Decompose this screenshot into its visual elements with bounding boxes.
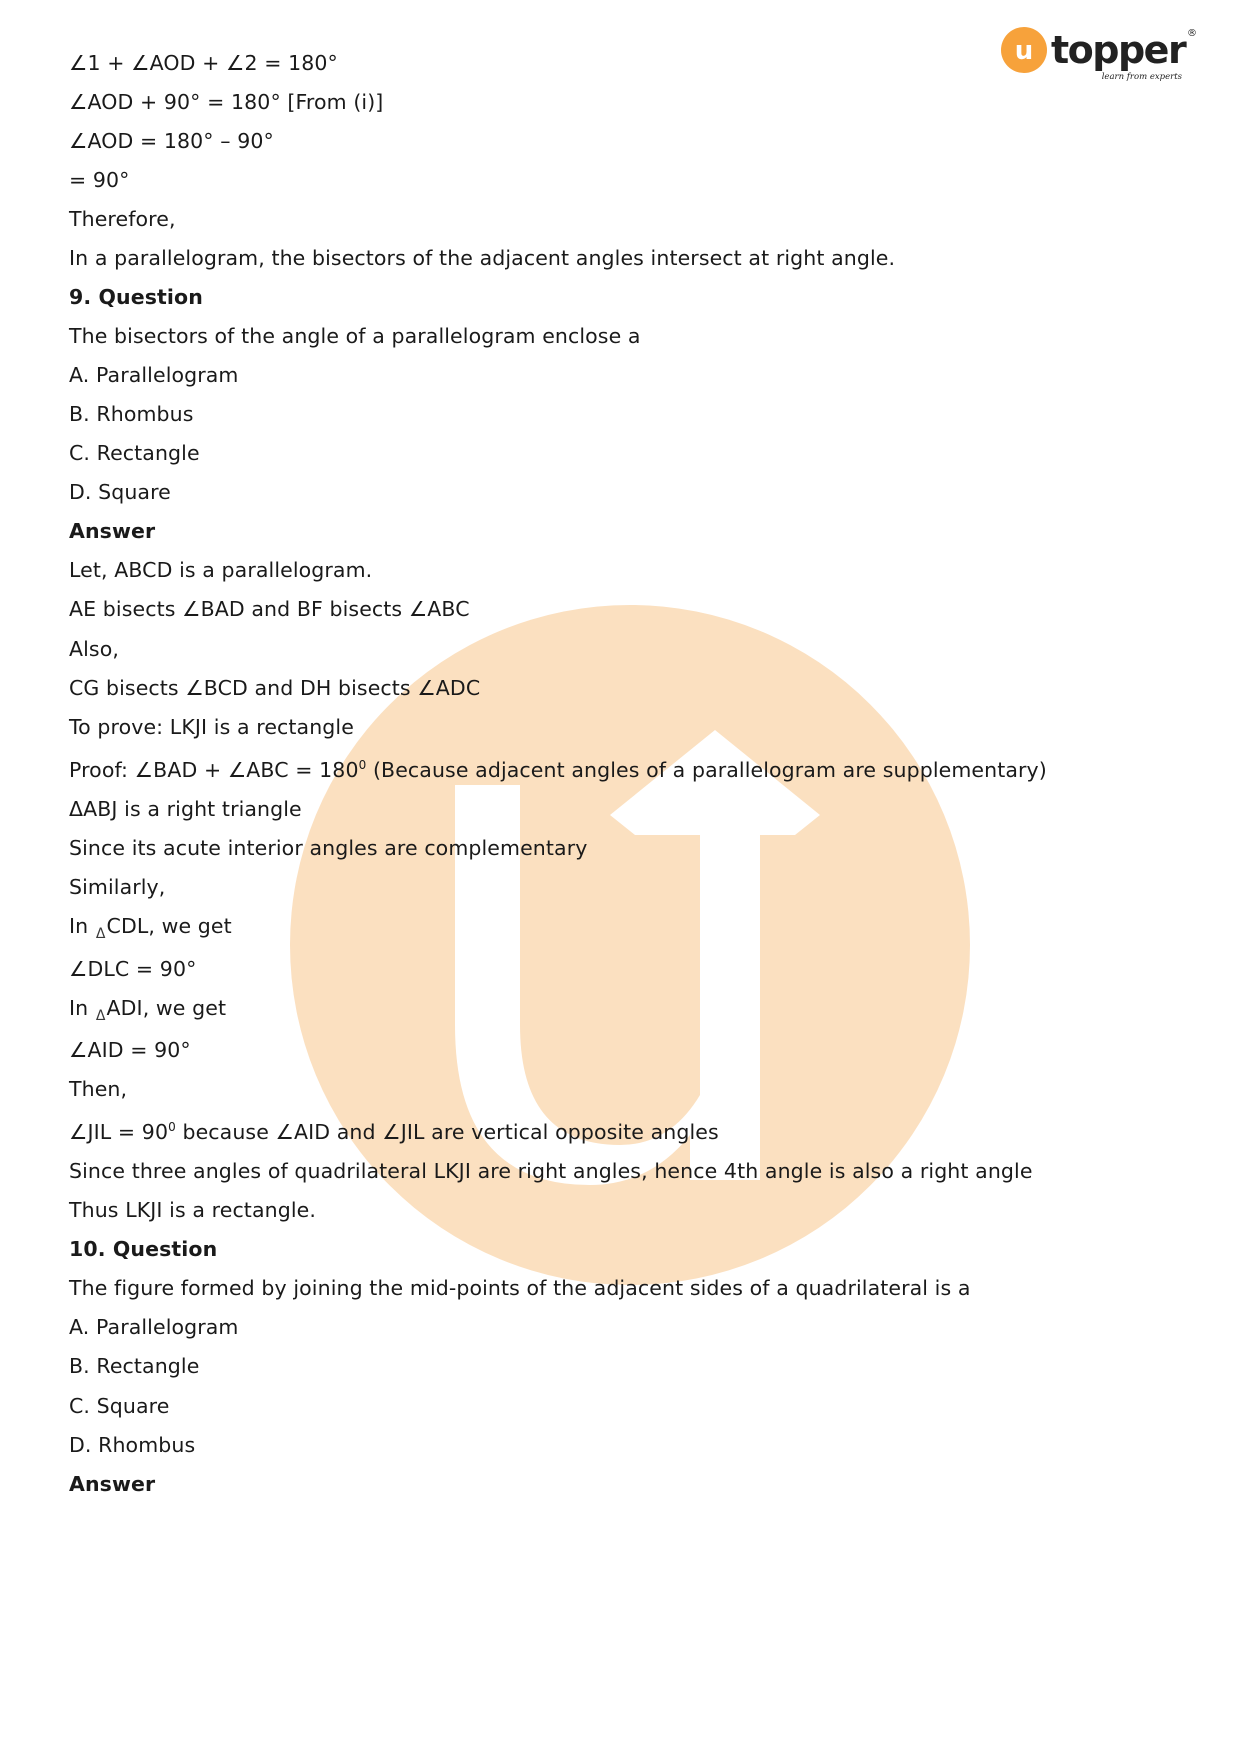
text-line: ∠DLC = 90° [69,957,197,981]
text-line: ∠AOD = 180° – 90° [69,129,274,153]
text-line: In a parallelogram, the bisectors of the adjacent angles intersect at right angle. [69,246,896,270]
answer-heading: Answer [69,519,156,543]
logo-letter: u [1014,36,1034,66]
text-line: D. Rhombus [69,1433,196,1457]
text-line: Since its acute interior angles are complementary [69,836,588,860]
line-text: CDL, we get [106,914,232,938]
line-text: because ∠AID and ∠JIL are vertical opposite angles [175,1120,719,1144]
text-line: The figure formed by joining the mid-points of the adjacent sides of a quadrilateral is a [69,1276,971,1300]
text-line: Therefore, [69,207,176,231]
text-line: ∠1 + ∠AOD + ∠2 = 180° [69,51,338,75]
text-line: AE bisects ∠BAD and BF bisects ∠ABC [69,597,470,621]
text-line: ∠AID = 90° [69,1038,191,1062]
text-line [69,995,226,1029]
degree-superscript: 0 [358,758,367,772]
text-line: Since three angles of quadrilateral LKJI are right angles, hence 4th angle is also a right angle [69,1159,1033,1183]
text-line: Thus LKJI is a rectangle. [69,1198,316,1222]
logo-tagline: learn from experts [1101,72,1182,82]
question-heading: 9. Question [69,285,203,309]
text-line: Then, [69,1077,128,1101]
text-line: To prove: LKJI is a rectangle [69,715,354,739]
text-line: A. Parallelogram [69,363,239,387]
text-line: = 90° [69,168,130,192]
utopper-logo [1000,20,1200,86]
text-line: B. Rhombus [69,402,194,426]
text-line [69,913,232,947]
text-line: Let, ABCD is a parallelogram. [69,558,373,582]
text-line: C. Rectangle [69,441,200,465]
question-heading: 10. Question [69,1237,218,1261]
line-text: ∠JIL = 90 [69,1120,169,1144]
registered-mark: ® [1187,28,1197,39]
triangle-symbol: Δ [95,926,106,942]
text-line: A. Parallelogram [69,1315,239,1339]
line-text: ADI, we get [106,996,227,1020]
degree-superscript: 0 [168,1120,176,1134]
text-line: Similarly, [69,875,166,899]
text-line: B. Rectangle [69,1354,200,1378]
text-line: The bisectors of the angle of a parallelogram enclose a [69,324,641,348]
logo-wordmark: topper [1051,28,1186,72]
text-line: C. Square [69,1394,170,1418]
text-line [69,757,1047,783]
text-line [69,1119,719,1145]
answer-heading: Answer [69,1472,156,1496]
line-text: Proof: ∠BAD + ∠ABC = 180 [69,758,359,782]
text-line: Also, [69,637,119,661]
text-line: ∠AOD + 90° = 180° [From (i)] [69,90,384,114]
text-line: CG bisects ∠BCD and DH bisects ∠ADC [69,676,481,700]
triangle-symbol: Δ [95,1008,106,1024]
line-text: (Because adjacent angles of a parallelogram are supplementary) [366,758,1047,782]
text-line: D. Square [69,480,171,504]
line-text: In [69,914,95,938]
line-text: In [69,996,95,1020]
text-line: ΔABJ is a right triangle [69,797,302,821]
